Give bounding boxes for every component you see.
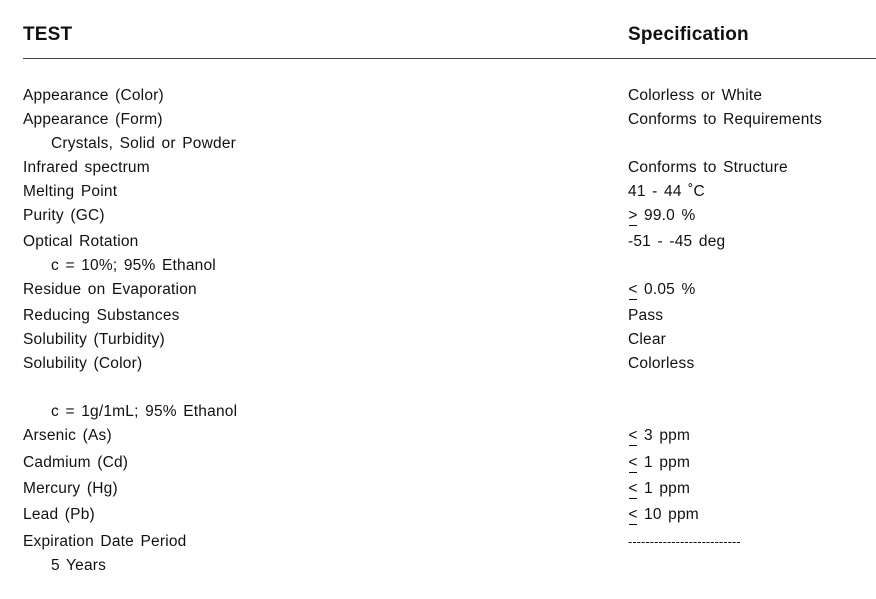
spec-value: Conforms to Requirements — [628, 111, 823, 128]
test-name: Melting Point — [23, 183, 118, 200]
spec-row-purity — [0, 205, 876, 227]
spec-row-melting-point — [0, 181, 876, 203]
test-name-continuation: c = 10%; 95% Ethanol — [51, 257, 216, 274]
spec-value: 1 ppm — [644, 454, 691, 471]
less-or-equal-symbol: < — [628, 454, 638, 471]
test-name: Purity (GC) — [23, 207, 105, 224]
spec-row-solubility-turbidity — [0, 329, 876, 351]
spec-row-form-detail — [0, 133, 876, 155]
spec-value-with-symbol — [628, 452, 690, 474]
spec-row-mercury — [0, 478, 876, 500]
greater-or-equal-symbol: > — [628, 207, 638, 224]
spec-value: 3 ppm — [644, 427, 691, 444]
specification-column-header: Specification — [628, 24, 749, 45]
spec-value-placeholder: -------------------------- — [628, 534, 741, 549]
test-name: Arsenic (As) — [23, 427, 112, 444]
spec-value-with-symbol — [628, 478, 690, 500]
test-name: Optical Rotation — [23, 233, 139, 250]
less-or-equal-symbol: < — [628, 480, 638, 497]
spec-row-appearance-form — [0, 109, 876, 131]
spec-value: 10 ppm — [644, 506, 699, 523]
spec-value: Pass — [628, 307, 664, 324]
spec-value: 99.0 % — [644, 207, 696, 224]
spec-value: 0.05 % — [644, 281, 696, 298]
spec-value-with-symbol — [628, 205, 695, 227]
spec-value: 1 ppm — [644, 480, 691, 497]
less-or-equal-symbol: < — [628, 427, 638, 444]
spec-row-reducing-substances — [0, 305, 876, 327]
spec-row-appearance-color — [0, 85, 876, 107]
test-name: Appearance (Form) — [23, 111, 163, 128]
spec-row-residue — [0, 279, 876, 301]
spec-row-expiration-detail — [0, 555, 876, 577]
test-name: Mercury (Hg) — [23, 480, 118, 497]
test-name: Lead (Pb) — [23, 506, 95, 523]
spec-value-with-symbol — [628, 279, 695, 301]
spec-row-cadmium — [0, 452, 876, 474]
test-name-continuation: Crystals, Solid or Powder — [51, 135, 237, 152]
less-or-equal-symbol: < — [628, 281, 638, 298]
test-name: Cadmium (Cd) — [23, 454, 129, 471]
test-name: Appearance (Color) — [23, 87, 164, 104]
spec-value: Clear — [628, 331, 667, 348]
spec-row-optical-rotation — [0, 231, 876, 253]
spec-value: 41 - 44 ˚C — [628, 183, 705, 200]
spec-row-solubility-color — [0, 353, 876, 375]
spec-row-lead — [0, 504, 876, 526]
test-name-continuation: 5 Years — [51, 557, 107, 574]
test-name: Solubility (Turbidity) — [23, 331, 165, 348]
test-name: Expiration Date Period — [23, 533, 187, 550]
test-name: Residue on Evaporation — [23, 281, 197, 298]
test-name: Infrared spectrum — [23, 159, 150, 176]
header-divider — [23, 58, 876, 59]
less-or-equal-symbol: < — [628, 506, 638, 523]
spec-value-with-symbol — [628, 425, 690, 447]
test-name: Solubility (Color) — [23, 355, 143, 372]
spec-value: -51 - -45 deg — [628, 233, 726, 250]
test-name-continuation: c = 1g/1mL; 95% Ethanol — [51, 403, 238, 420]
spec-row-solubility-condition — [0, 401, 876, 423]
spec-row-rotation-condition — [0, 255, 876, 277]
test-name: Reducing Substances — [23, 307, 180, 324]
spec-row-arsenic — [0, 425, 876, 447]
test-column-header: TEST — [23, 24, 73, 45]
spec-value: Colorless — [628, 355, 695, 372]
spec-row-infrared — [0, 157, 876, 179]
spec-value: Conforms to Structure — [628, 159, 788, 176]
spec-value: Colorless or White — [628, 87, 763, 104]
spec-row-expiration — [0, 531, 876, 553]
spec-value-with-symbol — [628, 504, 699, 526]
